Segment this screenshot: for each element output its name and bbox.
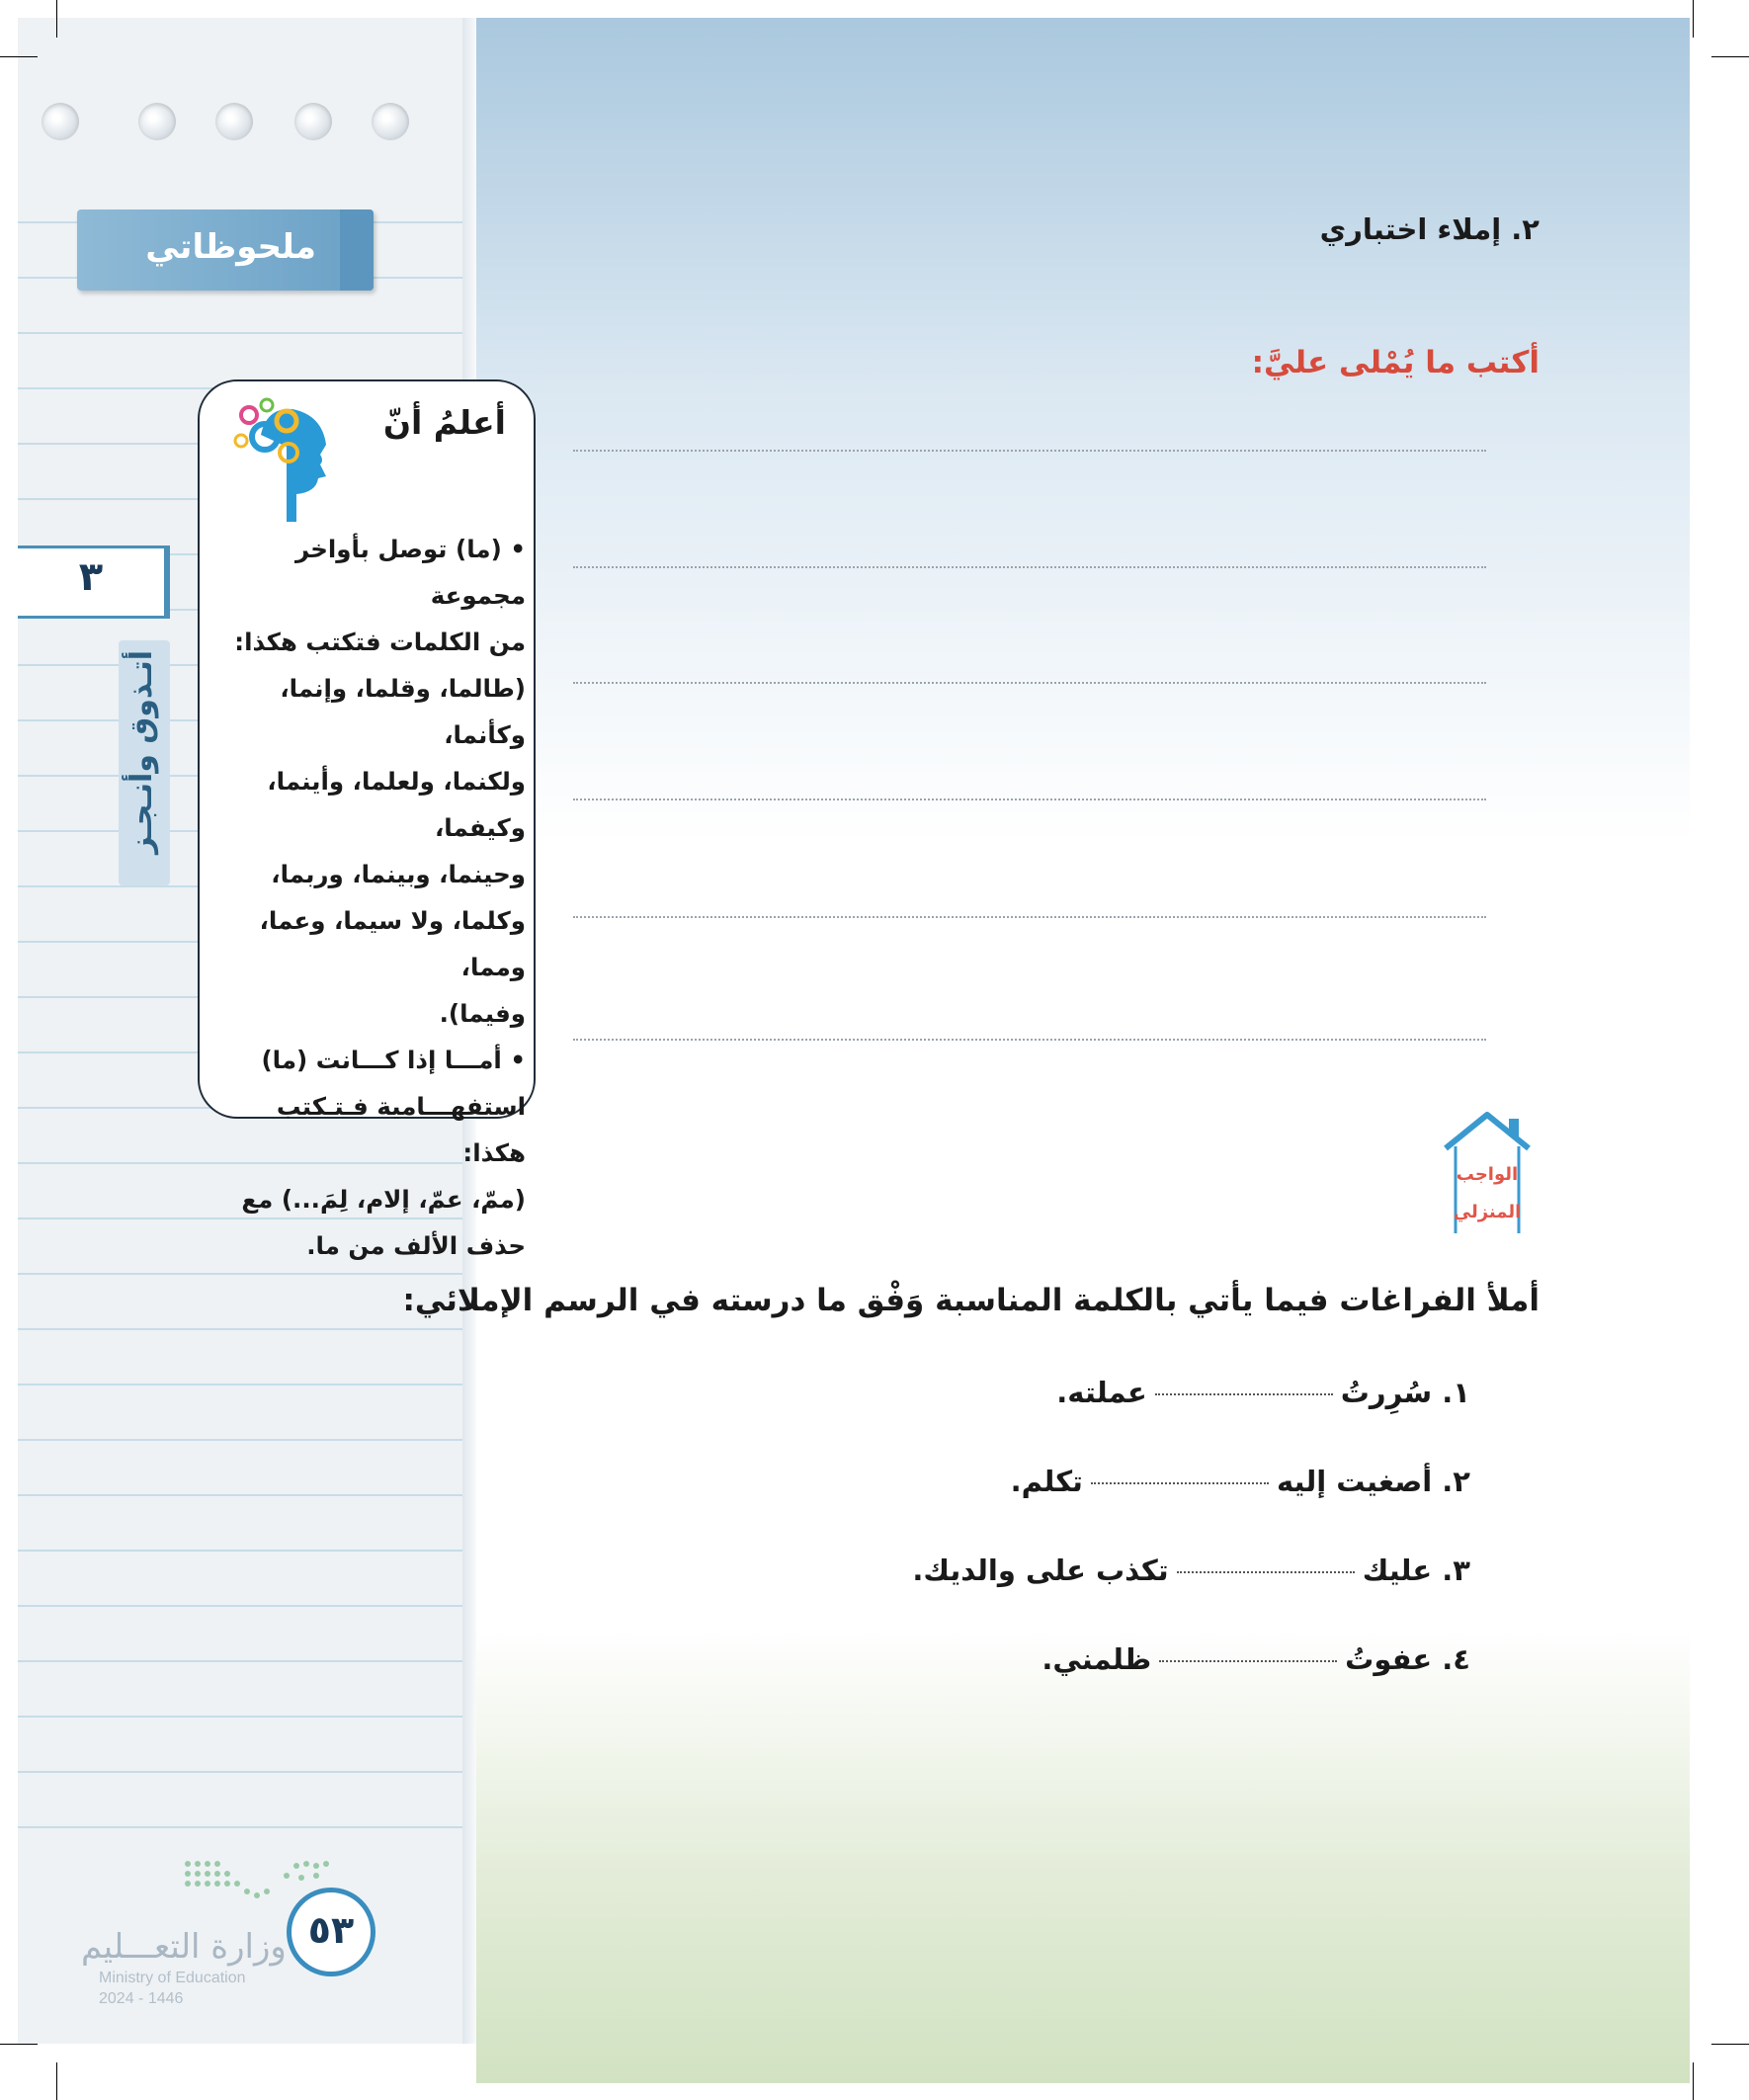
crop-mark <box>56 2062 57 2100</box>
section-title: ٢. إملاء اختباري <box>1319 212 1540 246</box>
fill-blank-item <box>912 1554 1470 1587</box>
know-that-text <box>208 526 526 1269</box>
know-line: استفهـــامية فـتـكتب هكذا: <box>276 1092 526 1167</box>
ministry-name-arabic: وزارة التعـــليم <box>81 1927 287 1967</box>
crop-mark <box>0 2044 38 2045</box>
fill-blank-item <box>1041 1642 1470 1676</box>
blank-field[interactable] <box>1177 1571 1355 1573</box>
unit-title: أتـذوق وأنـجـز <box>125 650 159 855</box>
homework-label-2: المنزلي <box>1453 1202 1522 1222</box>
item-start: ٢. أصغيت إليه <box>1276 1465 1470 1498</box>
item-end: ظلمني. <box>1041 1642 1152 1676</box>
unit-number: ٣ <box>78 554 104 600</box>
know-line: ولكنما، ولعلما، وأينما، وكيفما، <box>267 767 526 842</box>
item-end: تكذب على والديك. <box>912 1554 1169 1587</box>
know-line: حذف الألف من ما. <box>306 1231 526 1260</box>
fill-blank-item <box>1011 1465 1470 1498</box>
crop-mark <box>56 0 57 38</box>
item-end: تكلم. <box>1010 1465 1083 1498</box>
crop-mark <box>1711 2044 1749 2045</box>
writing-line[interactable] <box>573 916 1486 918</box>
writing-line[interactable] <box>573 566 1486 568</box>
item-end: عملته. <box>1056 1376 1147 1409</box>
binder-hole <box>294 103 332 140</box>
writing-line[interactable] <box>573 1039 1486 1041</box>
know-that-box <box>198 379 536 1260</box>
crop-mark <box>1693 2062 1694 2100</box>
writing-line[interactable] <box>573 682 1486 684</box>
binder-hole <box>138 103 176 140</box>
notes-tab-label: ملحوظاتي <box>145 227 316 267</box>
binder-hole <box>215 103 253 140</box>
binder-hole <box>42 103 79 140</box>
page-number-badge <box>287 1888 375 1976</box>
homework-label-1: الواجب <box>1456 1164 1519 1185</box>
writing-line[interactable] <box>573 450 1486 452</box>
unit-title-tab <box>119 640 170 885</box>
item-start: ٣. عليك <box>1362 1554 1470 1587</box>
notes-tab <box>77 210 374 291</box>
know-line: وفيما). <box>439 999 526 1028</box>
main-content-background <box>476 18 1690 2083</box>
know-line: • (ما) توصل بأواخر مجموعة <box>294 535 526 610</box>
page-number: ٥٣ <box>307 1908 355 1952</box>
blank-field[interactable] <box>1159 1660 1337 1662</box>
unit-number-box <box>18 546 170 619</box>
fill-blank-item <box>1056 1376 1470 1409</box>
know-line: (طالما، وقلما، وإنما، وكأنما، <box>280 674 526 749</box>
know-line: من الكلمات فتكتب هكذا: <box>234 628 526 656</box>
crop-mark <box>1711 56 1749 57</box>
know-line: (ممّ، عمّ، إلام، لِمَ...) مع <box>241 1185 526 1214</box>
homework-instruction: أملأ الفراغات فيما يأتي بالكلمة المناسبة وَفْق ما درسته في الرسم الإملائي: <box>402 1283 1540 1318</box>
crop-mark <box>1693 0 1694 38</box>
know-line: وحينما، وبينما، وربما، <box>271 860 526 888</box>
blank-field[interactable] <box>1155 1393 1333 1395</box>
crop-mark <box>0 56 38 57</box>
ministry-name-english: Ministry of Education <box>99 1970 246 1986</box>
head-gears-icon <box>227 395 336 522</box>
item-start: ٤. عفوتُ <box>1345 1642 1470 1676</box>
know-line: • أمـــا إذا كـــانت (ما) <box>261 1046 526 1074</box>
know-line: وكلما، ولا سيما، وعما، ومما، <box>259 906 526 981</box>
dictation-instruction: أكتب ما يُمْلى عليَّ: <box>1251 345 1540 380</box>
binder-hole <box>372 103 409 140</box>
homework-house-icon <box>1438 1107 1537 1245</box>
blank-field[interactable] <box>1091 1482 1269 1484</box>
ministry-year: 2024 - 1446 <box>99 1990 184 2007</box>
item-start: ١. سُرِرتُ <box>1340 1376 1470 1409</box>
writing-line[interactable] <box>573 798 1486 800</box>
know-that-title: أعلمُ أنّ <box>382 403 506 442</box>
